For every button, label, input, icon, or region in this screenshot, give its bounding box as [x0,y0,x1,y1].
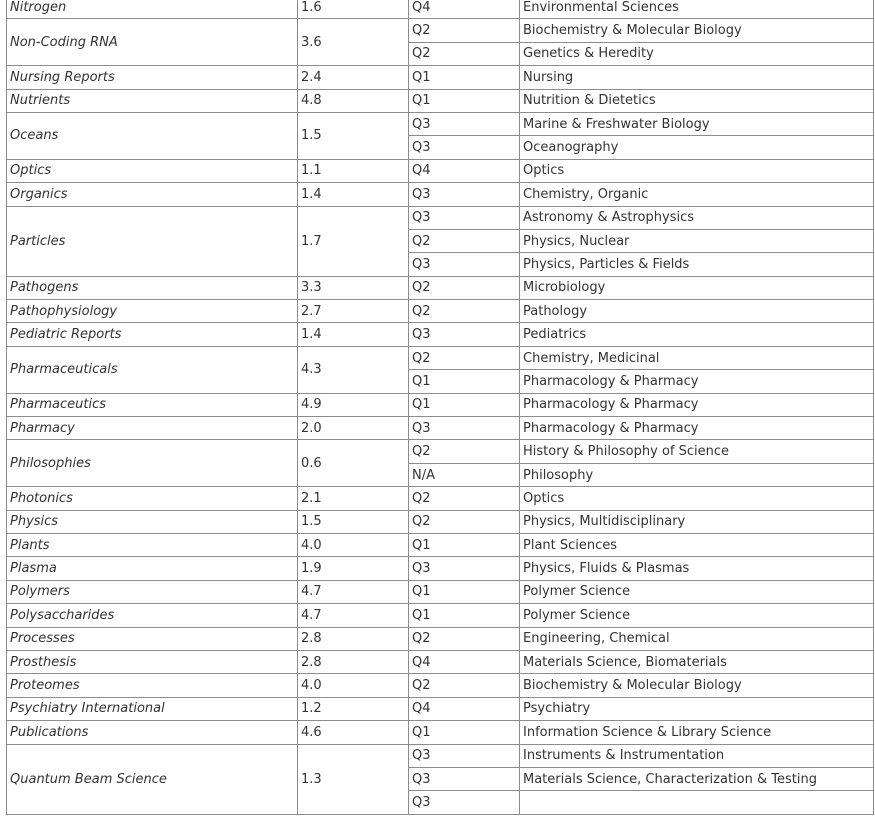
table-row [7,744,874,767]
category-cell: History & Philosophy of Science [520,440,874,463]
table-row [7,300,874,323]
quartile-cell: Q2 [409,674,520,697]
category-cell: Pharmacology & Pharmacy [520,417,874,440]
table-row [7,0,874,19]
impact-factor-cell: 4.6 [298,721,409,744]
quartile-cell: Q3 [409,112,520,135]
journal-name-cell: Optics [7,159,298,182]
category-cell: Environmental Sciences [520,0,874,19]
journal-name-cell: Non-Coding RNA [7,19,298,66]
table-row [7,346,874,369]
impact-factor-cell: 3.6 [298,19,409,66]
impact-factor-cell: 4.9 [298,393,409,416]
table-row [7,393,874,416]
table-row [7,440,874,463]
impact-factor-cell: 2.1 [298,487,409,510]
table-row [7,276,874,299]
quartile-cell: Q1 [409,604,520,627]
table-row [7,604,874,627]
journal-name-cell: Pharmaceutics [7,393,298,416]
impact-factor-cell: 2.4 [298,66,409,89]
quartile-cell: Q3 [409,136,520,159]
category-cell: Chemistry, Medicinal [520,346,874,369]
quartile-cell: Q4 [409,0,520,19]
impact-factor-cell: 4.0 [298,674,409,697]
table-row [7,417,874,440]
journal-name-cell: Pathogens [7,276,298,299]
journal-name-cell: Publications [7,721,298,744]
category-cell: Genetics & Heredity [520,42,874,65]
category-cell: Nursing [520,66,874,89]
impact-factor-cell: 1.2 [298,697,409,720]
journal-name-cell: Nursing Reports [7,66,298,89]
impact-factor-cell: 0.6 [298,440,409,487]
quartile-cell: N/A [409,463,520,486]
category-cell: Information Science & Library Science [520,721,874,744]
table-row [7,697,874,720]
impact-factor-cell: 2.7 [298,300,409,323]
table-row [7,557,874,580]
category-cell: Instruments & Instrumentation [520,744,874,767]
category-cell: Biochemistry & Molecular Biology [520,19,874,42]
table-row [7,674,874,697]
quartile-cell: Q2 [409,440,520,463]
quartile-cell: Q2 [409,276,520,299]
table-row [7,89,874,112]
quartile-cell: Q1 [409,393,520,416]
quartile-cell: Q4 [409,697,520,720]
journal-name-cell: Photonics [7,487,298,510]
impact-factor-cell: 1.4 [298,323,409,346]
table-row [7,66,874,89]
table-row [7,627,874,650]
category-cell: Pharmacology & Pharmacy [520,370,874,393]
category-cell: Plant Sciences [520,533,874,556]
quartile-cell: Q2 [409,346,520,369]
journal-name-cell: Particles [7,206,298,276]
quartile-cell: Q3 [409,253,520,276]
journal-name-cell: Processes [7,627,298,650]
table-row [7,721,874,744]
journal-name-cell: Prosthesis [7,650,298,673]
quartile-cell: Q1 [409,721,520,744]
category-cell: Polymer Science [520,604,874,627]
category-cell: Pharmacology & Pharmacy [520,393,874,416]
table-row [7,580,874,603]
impact-factor-cell: 3.3 [298,276,409,299]
category-cell: Biochemistry & Molecular Biology [520,674,874,697]
impact-factor-cell: 4.7 [298,580,409,603]
category-cell: Optics [520,159,874,182]
category-cell: Pediatrics [520,323,874,346]
impact-factor-cell: 2.8 [298,627,409,650]
journal-name-cell: Physics [7,510,298,533]
impact-factor-cell: 1.7 [298,206,409,276]
category-cell: Nutrition & Dietetics [520,89,874,112]
quartile-cell: Q2 [409,19,520,42]
category-cell: Physics, Nuclear [520,229,874,252]
category-cell [520,791,874,814]
journal-table-body [7,0,874,814]
impact-factor-cell: 1.6 [298,0,409,19]
journal-name-cell: Plants [7,533,298,556]
quartile-cell: Q2 [409,510,520,533]
quartile-cell: Q3 [409,767,520,790]
category-cell: Microbiology [520,276,874,299]
table-row [7,112,874,135]
quartile-cell: Q3 [409,323,520,346]
quartile-cell: Q2 [409,627,520,650]
table-row [7,487,874,510]
impact-factor-cell: 2.0 [298,417,409,440]
journal-name-cell: Quantum Beam Science [7,744,298,814]
impact-factor-cell: 1.5 [298,510,409,533]
table-row [7,650,874,673]
quartile-cell: Q1 [409,370,520,393]
quartile-cell: Q2 [409,229,520,252]
journal-name-cell: Plasma [7,557,298,580]
journal-name-cell: Proteomes [7,674,298,697]
journal-name-cell: Nutrients [7,89,298,112]
quartile-cell: Q4 [409,159,520,182]
quartile-cell: Q3 [409,206,520,229]
table-row [7,19,874,42]
quartile-cell: Q1 [409,580,520,603]
journal-name-cell: Polysaccharides [7,604,298,627]
category-cell: Chemistry, Organic [520,183,874,206]
table-row [7,206,874,229]
impact-factor-cell: 4.3 [298,346,409,393]
journal-table [6,0,874,815]
category-cell: Materials Science, Biomaterials [520,650,874,673]
impact-factor-cell: 1.5 [298,112,409,159]
table-row [7,533,874,556]
quartile-cell: Q2 [409,42,520,65]
table-row [7,323,874,346]
journal-name-cell: Pharmaceuticals [7,346,298,393]
impact-factor-cell: 1.4 [298,183,409,206]
category-cell: Pathology [520,300,874,323]
quartile-cell: Q3 [409,557,520,580]
impact-factor-cell: 4.0 [298,533,409,556]
journal-name-cell: Psychiatry International [7,697,298,720]
category-cell: Engineering, Chemical [520,627,874,650]
table-row [7,159,874,182]
impact-factor-cell: 1.1 [298,159,409,182]
impact-factor-cell: 4.8 [298,89,409,112]
category-cell: Physics, Particles & Fields [520,253,874,276]
journal-name-cell: Pathophysiology [7,300,298,323]
quartile-cell: Q3 [409,183,520,206]
category-cell: Optics [520,487,874,510]
category-cell: Physics, Fluids & Plasmas [520,557,874,580]
category-cell: Marine & Freshwater Biology [520,112,874,135]
quartile-cell: Q2 [409,300,520,323]
impact-factor-cell: 2.8 [298,650,409,673]
category-cell: Philosophy [520,463,874,486]
journal-name-cell: Philosophies [7,440,298,487]
quartile-cell: Q4 [409,650,520,673]
quartile-cell: Q3 [409,744,520,767]
impact-factor-cell: 1.3 [298,744,409,814]
category-cell: Psychiatry [520,697,874,720]
table-row [7,183,874,206]
category-cell: Oceanography [520,136,874,159]
journal-name-cell: Polymers [7,580,298,603]
quartile-cell: Q3 [409,791,520,814]
quartile-cell: Q1 [409,533,520,556]
category-cell: Physics, Multidisciplinary [520,510,874,533]
quartile-cell: Q2 [409,487,520,510]
category-cell: Polymer Science [520,580,874,603]
journal-name-cell: Nitrogen [7,0,298,19]
quartile-cell: Q1 [409,66,520,89]
journal-name-cell: Pediatric Reports [7,323,298,346]
journal-name-cell: Organics [7,183,298,206]
category-cell: Materials Science, Characterization & Testing [520,767,874,790]
journal-name-cell: Pharmacy [7,417,298,440]
quartile-cell: Q1 [409,89,520,112]
impact-factor-cell: 4.7 [298,604,409,627]
impact-factor-cell: 1.9 [298,557,409,580]
table-row [7,510,874,533]
category-cell: Astronomy & Astrophysics [520,206,874,229]
journal-name-cell: Oceans [7,112,298,159]
quartile-cell: Q3 [409,417,520,440]
